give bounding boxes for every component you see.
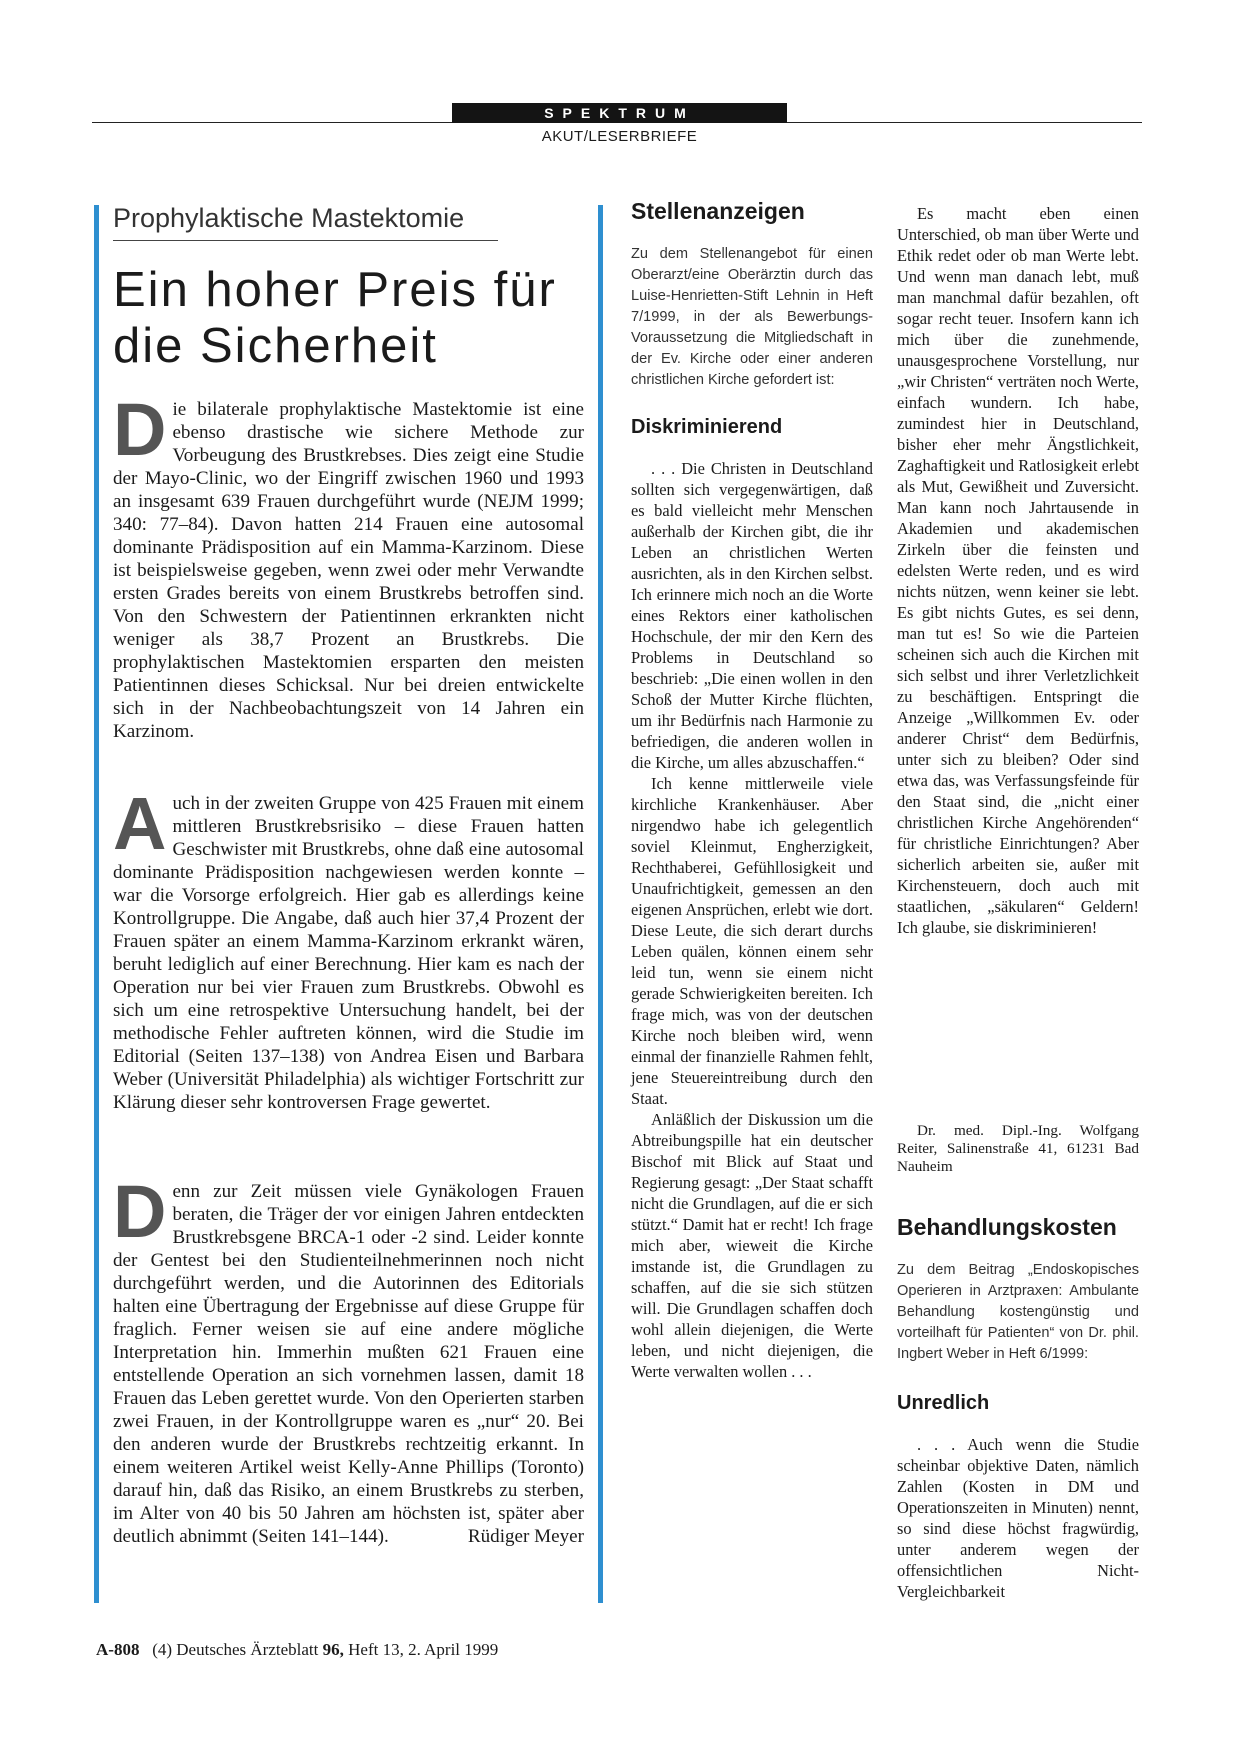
letter-paragraph: . . . Die Christen in Deutschland sollten sich vergegenwärtigen, daß es bald vielleicht mehr Menschen außerhalb der Kirchen gibt, die ihr Leben an christlichen Werten ausrichten, als in den Kirchen selbst. Ich erinnere mich noch an die Worte eines Rektors einer katholischen Hochschule, der mir den Kern des Problems in Deutschland so beschrieb: „Die einen wollen in den Schoß der Mutter Kirche flüchten, um ihr Bedürfnis nach Harmonie zu befriedigen, die anderen wollen in die Kirche, um alles abzuschaffen.“: [631, 459, 873, 772]
letter-paragraph: Anläßlich der Diskussion um die Abtreibungspille hat ein deutscher Bischof mit Blick auf Staat und Regierung gesagt: „Der Staat schafft nicht die Grundlagen, auf die er sich stützt.“ Damit hat er recht! Ich frage mich aber, wieweit die Kirche imstande ist, die Grundlagen zu schaffen, auf die sie sich stützen will. Die Grundlagen schaffen doch wohl allein diejenigen, die Werte leben, und nicht diejenigen, die Werte verwalten wollen . . .: [631, 1110, 873, 1381]
journal-name: (4) Deutsches Ärzteblatt: [152, 1640, 319, 1659]
letter-body-2: [897, 1434, 1139, 1602]
article-paragraph-3: [113, 1170, 584, 1548]
headline-line-1: Ein hoher Preis für: [113, 263, 557, 317]
letter-subheading-2: Unredlich: [897, 1392, 990, 1414]
article-headline: [113, 262, 593, 374]
drop-cap: D: [113, 1170, 167, 1253]
letters-heading-2: Behandlungskosten: [897, 1214, 1117, 1240]
letters-intro: Zu dem Stellenangebot für einen Oberarzt/eine Oberärztin durch das Luise-Henrietten-Stift Lehnin in Heft 7/1999, in der als Bewerbungs-Voraussetzung die Mitgliedschaft in der Ev. Kirche oder einer anderen christlichen Kirche gefordert ist:: [631, 246, 873, 388]
letter-subheading: Diskriminierend: [631, 416, 783, 438]
article-accent-bar: [94, 205, 99, 1603]
paragraph-text: enn zur Zeit müssen viele Gynäkologen Frauen beraten, die Träger der vor einigen Jahren entdeckten Brustkrebsgene BRCA-1 oder -2 sind. Leider konnte der Gentest bei den Studienteilnehmerinnen noch nicht durchgeführt werden, und die Autorinnen des Editorials halten eine Übertragung der Ergebnisse auf diese Gruppe für fraglich. Ferner weisen sie auf eine andere mögliche Interpretation hin. Immerhin mußten 621 Frauen eine entstellende Operation an sich vornehmen lassen, damit 18 Frauen das Leben gerettet wurde. Von den Operierten starben zwei Frauen, in der Kontrollgruppe waren es „nur“ 20. Bei den anderen wurde der Brustkrebs rechtzeitig erkannt. In einem weiteren Artikel weist Kelly-Anne Phillips (Toronto) darauf hin, daß das Risiko, an einem Brustkrebs zu sterben, im Alter von 40 bis 50 Jahren am höchsten ist, später aber deutlich abnimmt (Seiten 141–144).: [113, 1181, 584, 1547]
section-label: SPEKTRUM: [452, 103, 787, 123]
letters-accent-bar: [598, 205, 603, 1603]
article-author: Rüdiger Meyer: [467, 1526, 584, 1547]
paragraph-text: uch in der zweiten Gruppe von 425 Frauen mit einem mittleren Brustkrebsrisiko – diese Frauen hatten Geschwister mit Brustkrebs, ohne daß eine autosomal dominante Prädisposition nachgewiesen werden konnte – war die Vorsorge erfolgreich. Hier gab es allerdings keine Kontrollgruppe. Die Angabe, daß auch hier 37,4 Prozent der Frauen später an einem Mamma-Karzinom erkrankt wären, beruht lediglich auf einer Berechnung. Hier kam es nach der Operation nur bei vier Frauen zum Brustkrebs. Obwohl es sich um eine retrospektive Untersuchung handelt, bei der methodische Fehler auftreten können, wird die Studie im Editorial (Seiten 137–138) von Andrea Eisen und Barbara Weber (Universität Philadelphia) als wichtiger Fortschritt zur Klärung dieser sehr kontroversen Frage gewertet.: [113, 793, 584, 1113]
article-kicker: Prophylaktische Mastektomie: [113, 203, 465, 233]
issue-info: Heft 13, 2. April 1999: [348, 1640, 499, 1659]
letters-intro-2: Zu dem Beitrag „Endoskopisches Operieren in Arztpraxen: Ambulante Behandlung kostengünstig und vorteilhaft für Patienten“ von Dr. phil. Ingbert Weber in Heft 6/1999:: [897, 1262, 1139, 1362]
paragraph-text: ie bilaterale prophylaktische Mastektomie ist eine ebenso drastische wie sichere Methode zur Vorbeugung des Brustkrebses. Dies zeigt eine Studie der Mayo-Clinic, wo der Eingriff zwischen 1960 und 1993 an insgesamt 639 Frauen durchgeführt wurde (NEJM 1999; 340: 77–84). Davon hatten 214 Frauen eine autosomal dominante Prädisposition auf ein Mamma-Karzinom. Diese ist beispielsweise gegeben, wenn zwei oder mehr Verwandte ersten Grades bereits von einem Brustkrebs betroffen sind. Von den Schwestern der Patientinnen erkrankten nicht weniger als 38,7 Prozent an Brustkrebs. Die prophylaktischen Mastektomien ersparten den meisten Patientinnen dieses Schicksal. Nur bei dreien entwickelte sich in der Nachbeobachtungszeit von 14 Jahren ein Karzinom.: [113, 399, 584, 742]
volume-number: 96,: [322, 1640, 344, 1659]
letters-heading: Stellenanzeigen: [631, 198, 805, 224]
article-paragraph-2: [113, 782, 584, 1114]
drop-cap: D: [113, 388, 167, 471]
article-paragraph-1: [113, 388, 584, 743]
letter-body: [631, 458, 873, 1382]
headline-line-2: die Sicherheit: [113, 319, 438, 373]
drop-cap: A: [113, 782, 167, 865]
subsection-label: AKUT/LESERBRIEFE: [541, 128, 698, 145]
letter-paragraph: Es macht eben einen Unterschied, ob man über Werte und Ethik redet oder ob man Werte lebt. Und wenn man danach lebt, muß man manchmal dafür bezahlen, oft sogar recht teuer. Insofern kann ich mich über die zunehmende, unausgesprochene Vorstellung, nur „wir Christen“ verträten noch Werte, einfach wundern. Ich habe, zumindest hier in Deutschland, bisher eher mehr Ängstlichkeit, Zaghaftigkeit und Ratlosigkeit erlebt als Mut, Gewißheit und Zuversicht. Man kann noch Jahrtausende in Akademien und akademischen Zirkeln über die feinsten und edelsten Werte reden, und es wird nichts nützen, wenn keiner sie lebt. Es gibt nichts Gutes, es sei denn, man tut es! So wie die Parteien scheinen sich auch die Kirchen mit sich selbst und ihrer Verletzlichkeit zu beschäftigen. Entspringt die Anzeige „Willkommen Ev. oder anderer Christ“ dem Bedürfnis, unter sich zu bleiben? Oder sind etwa das, was Verfassungsfeinde für den Staat sind, die „nicht einer christlichen Kirche Angehörenden“ für christliche Einrichtungen? Aber sicherlich arbeiten sie, außer mit Kirchensteuern, doch auch mit staatlichen, „säkularen“ Geldern! Ich glaube, sie diskriminieren!: [897, 204, 1139, 937]
letter-body-continued: [897, 203, 1139, 938]
page-footer: [96, 1640, 498, 1660]
letter-signature: Dr. med. Dipl.-Ing. Wolfgang Reiter, Salinenstraße 41, 61231 Bad Nauheim: [897, 1122, 1139, 1175]
page-number: A-808: [96, 1640, 140, 1659]
letter-paragraph: Ich kenne mittlerweile viele kirchliche Krankenhäuser. Aber nirgendwo habe ich gelegentlich soviel Kleinmut, Engherzigkeit, Rechthaberei, Gefühllosigkeit und Unaufrichtigkeit, gemessen an den eigenen Ansprüchen, erlebt wie dort. Diese Leute, die sich derart durchs Leben quälen, können einem sehr leid tun, wenn sie einem nicht gerade Schwierigkeiten bereiten. Ich frage mich, was von der deutschen Kirche noch bleiben wird, wenn einmal der finanzielle Rahmen fehlt, jene Steuereintreibung durch den Staat.: [631, 774, 873, 1108]
kicker-underline: [113, 240, 498, 241]
letter-paragraph: . . . Auch wenn die Studie scheinbar objektive Daten, nämlich Zahlen (Kosten in DM und Operationszeiten in Minuten) nennt, so sind diese höchst fragwürdig, unter anderem wegen der offensichtlichen Nicht-Vergleichbarkeit: [897, 1435, 1139, 1601]
